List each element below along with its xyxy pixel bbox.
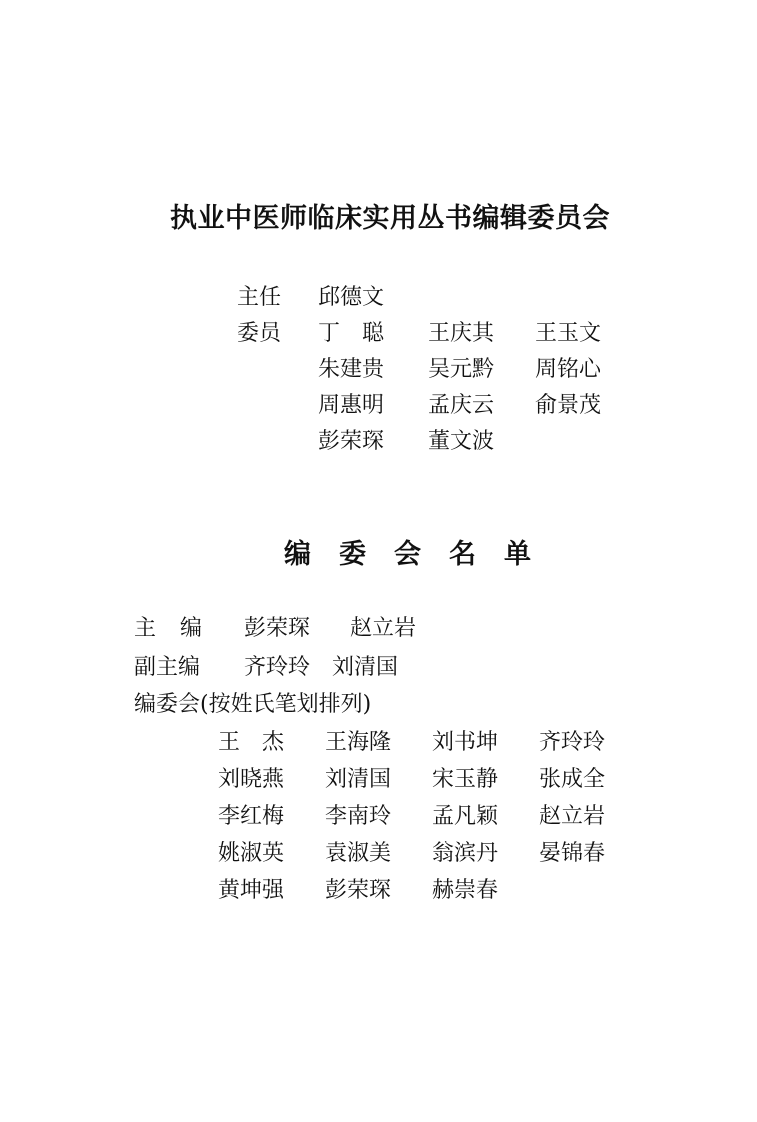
committee-member: 吴元黔 — [428, 357, 495, 382]
board-member: 刘晓燕 — [218, 767, 285, 792]
committee-member: 王庆其 — [428, 321, 495, 346]
board-member: 宋玉静 — [432, 767, 499, 792]
editorial-board-title: 编委会名单 — [284, 539, 559, 570]
committee-member: 俞景茂 — [535, 393, 602, 418]
committee-member: 董文波 — [428, 429, 495, 454]
chief-editor-name: 彭荣琛 — [244, 616, 311, 641]
committee-member: 丁 聪 — [318, 321, 385, 346]
members-label: 委员 — [237, 321, 282, 346]
board-label: 编委会(按姓氏笔划排列) — [134, 692, 372, 717]
board-member: 赵立岩 — [539, 804, 606, 829]
committee-title: 执业中医师临床实用丛书编辑委员会 — [170, 203, 610, 234]
board-member: 王海隆 — [325, 730, 392, 755]
board-member: 姚淑英 — [218, 841, 285, 866]
committee-member: 周铭心 — [535, 357, 602, 382]
board-member: 翁滨丹 — [432, 841, 499, 866]
committee-member: 彭荣琛 — [318, 429, 385, 454]
chief-editor-name: 赵立岩 — [350, 616, 417, 641]
committee-member: 朱建贵 — [318, 357, 385, 382]
board-member: 王 杰 — [218, 730, 285, 755]
board-member: 李红梅 — [218, 804, 285, 829]
board-member: 袁淑美 — [325, 841, 392, 866]
board-member: 刘书坤 — [432, 730, 499, 755]
board-member: 彭荣琛 — [325, 878, 392, 903]
deputy-editor-name: 刘清国 — [332, 655, 399, 680]
board-member: 李南玲 — [325, 804, 392, 829]
board-member: 齐玲玲 — [539, 730, 606, 755]
deputy-editor-label: 副主编 — [134, 655, 201, 680]
board-member: 孟凡颖 — [432, 804, 499, 829]
committee-member: 周惠明 — [318, 393, 385, 418]
board-member: 刘清国 — [325, 767, 392, 792]
board-member: 赫崇春 — [432, 878, 499, 903]
board-member: 张成全 — [539, 767, 606, 792]
deputy-editor-name: 齐玲玲 — [244, 655, 311, 680]
committee-member: 王玉文 — [535, 321, 602, 346]
director-name: 邱德文 — [318, 285, 385, 310]
board-member: 黄坤强 — [218, 878, 285, 903]
director-label: 主任 — [237, 285, 282, 310]
committee-member: 孟庆云 — [428, 393, 495, 418]
chief-editor-label: 主编 — [134, 616, 227, 641]
board-member: 晏锦春 — [539, 841, 606, 866]
